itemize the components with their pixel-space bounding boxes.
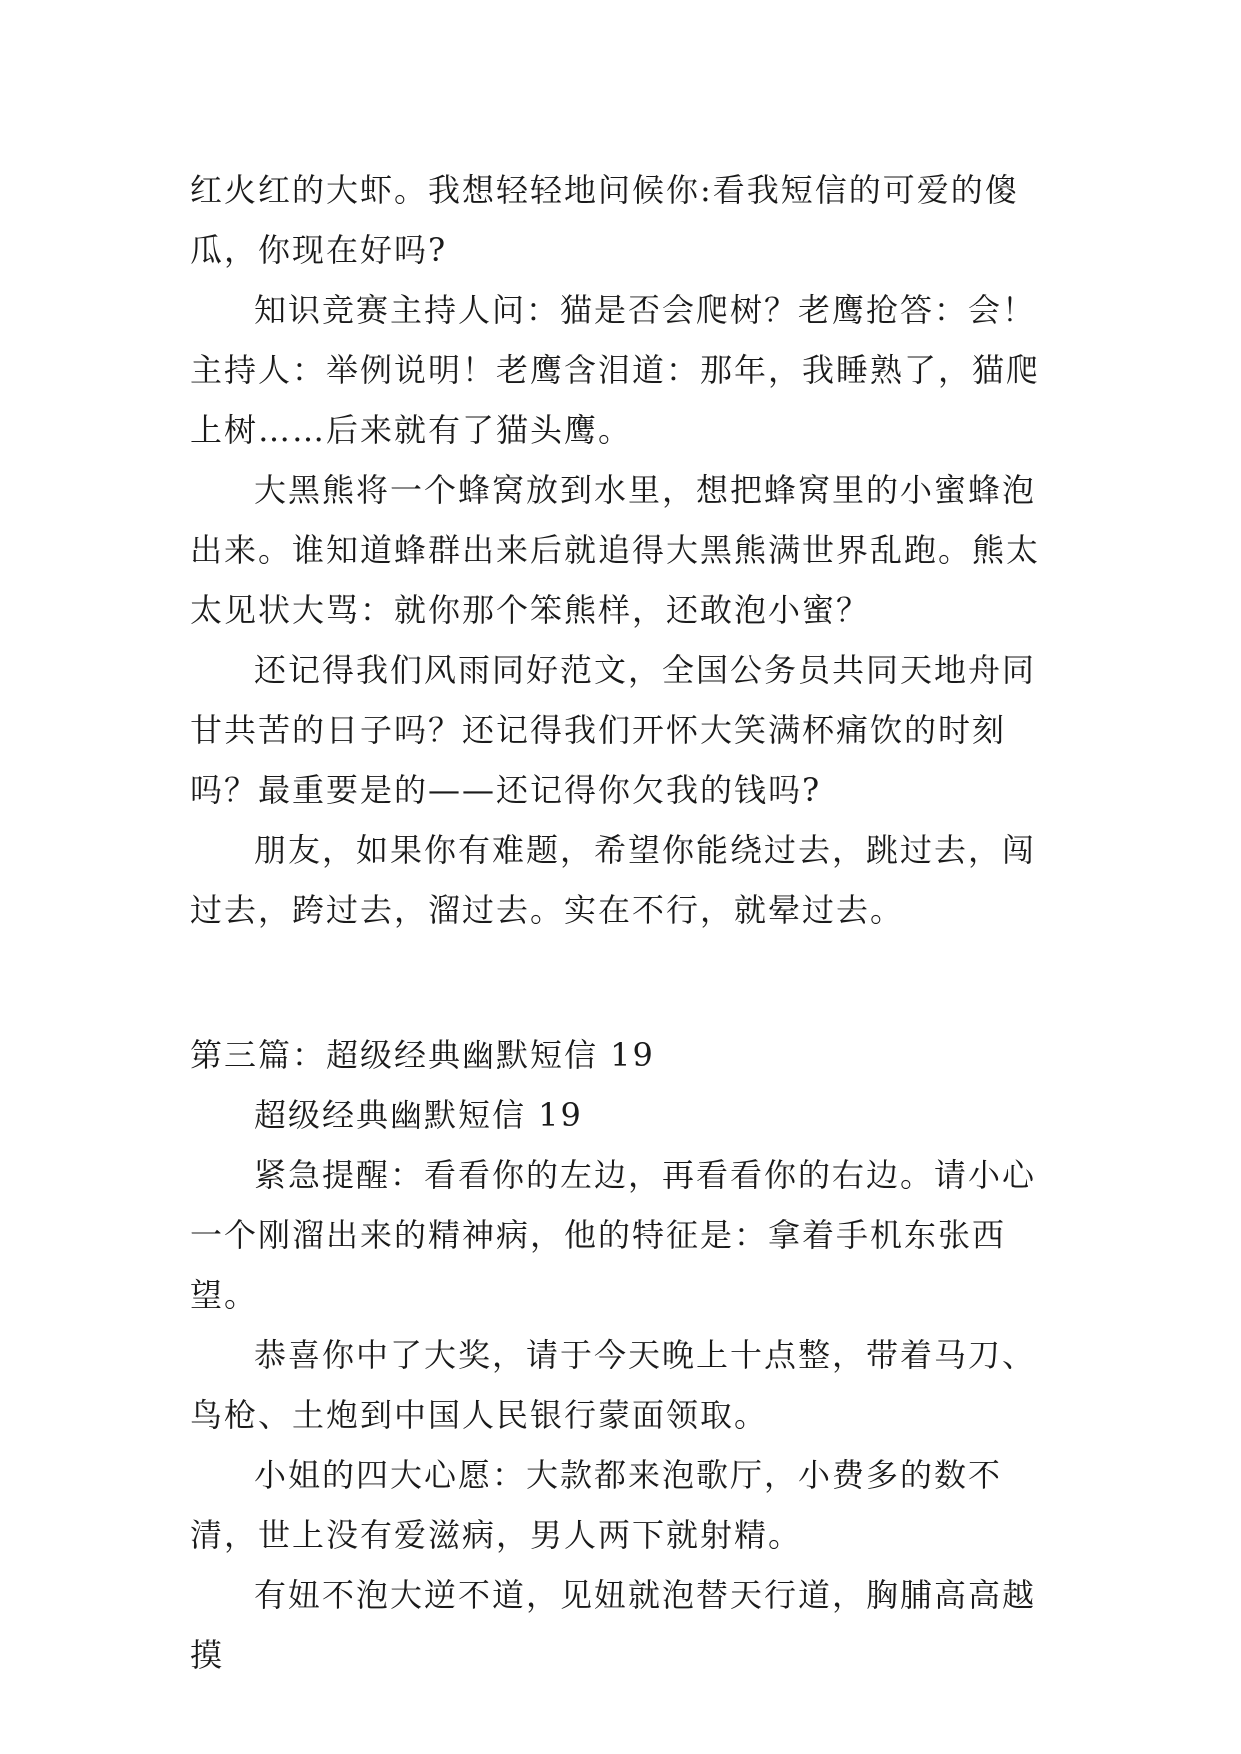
top-text-block: [190, 160, 1050, 940]
paragraph-prize-joke: 恭喜你中了大奖，请于今天晚上十点整，带着马刀、鸟枪、土炮到中国人民银行蒙面领取。: [190, 1336, 1037, 1434]
paragraph-urgent-reminder: 紧急提醒：看看你的左边，再看看你的右边。请小心一个刚溜出来的精神病，他的特征是：拿着手机东张西望。: [190, 1156, 1037, 1314]
paragraph-cat-owl-joke: 知识竞赛主持人问：猫是否会爬树？老鹰抢答：会！主持人：举例说明！老鹰含泪道：那年，我睡熟了，猫爬上树……后来就有了猫头鹰。: [190, 291, 1041, 449]
section-three-block: [190, 1025, 1050, 1685]
paragraph-last-line: 有妞不泡大逆不道，见妞就泡替天行道，胸脯高高越摸: [190, 1576, 1037, 1674]
section-heading: 第三篇：超级经典幽默短信 19: [190, 1036, 655, 1074]
paragraph-bear-bees-joke: 大黑熊将一个蜂窝放到水里，想把蜂窝里的小蜜蜂泡出来。谁知道蜂群出来后就追得大黑熊满世界乱跑。熊太太见状大骂：就你那个笨熊样，还敢泡小蜜？: [190, 471, 1041, 629]
paragraph-continuation: 红火红的大虾。我想轻轻地问候你:看我短信的可爱的傻瓜，你现在好吗?: [190, 171, 1019, 269]
paragraph-remember-joke: 还记得我们风雨同好范文，全国公务员共同天地舟同甘共苦的日子吗？还记得我们开怀大笑满杯痛饮的时刻吗？最重要是的——还记得你欠我的钱吗?: [190, 651, 1037, 809]
section-subtitle: 超级经典幽默短信 19: [254, 1096, 583, 1134]
paragraph-friend-joke: 朋友，如果你有难题，希望你能绕过去，跳过去，闯过去，跨过去，溜过去。实在不行，就晕过去。: [190, 831, 1037, 929]
paragraph-four-wishes: 小姐的四大心愿：大款都来泡歌厅，小费多的数不清，世上没有爱滋病，男人两下就射精。: [190, 1456, 1003, 1554]
